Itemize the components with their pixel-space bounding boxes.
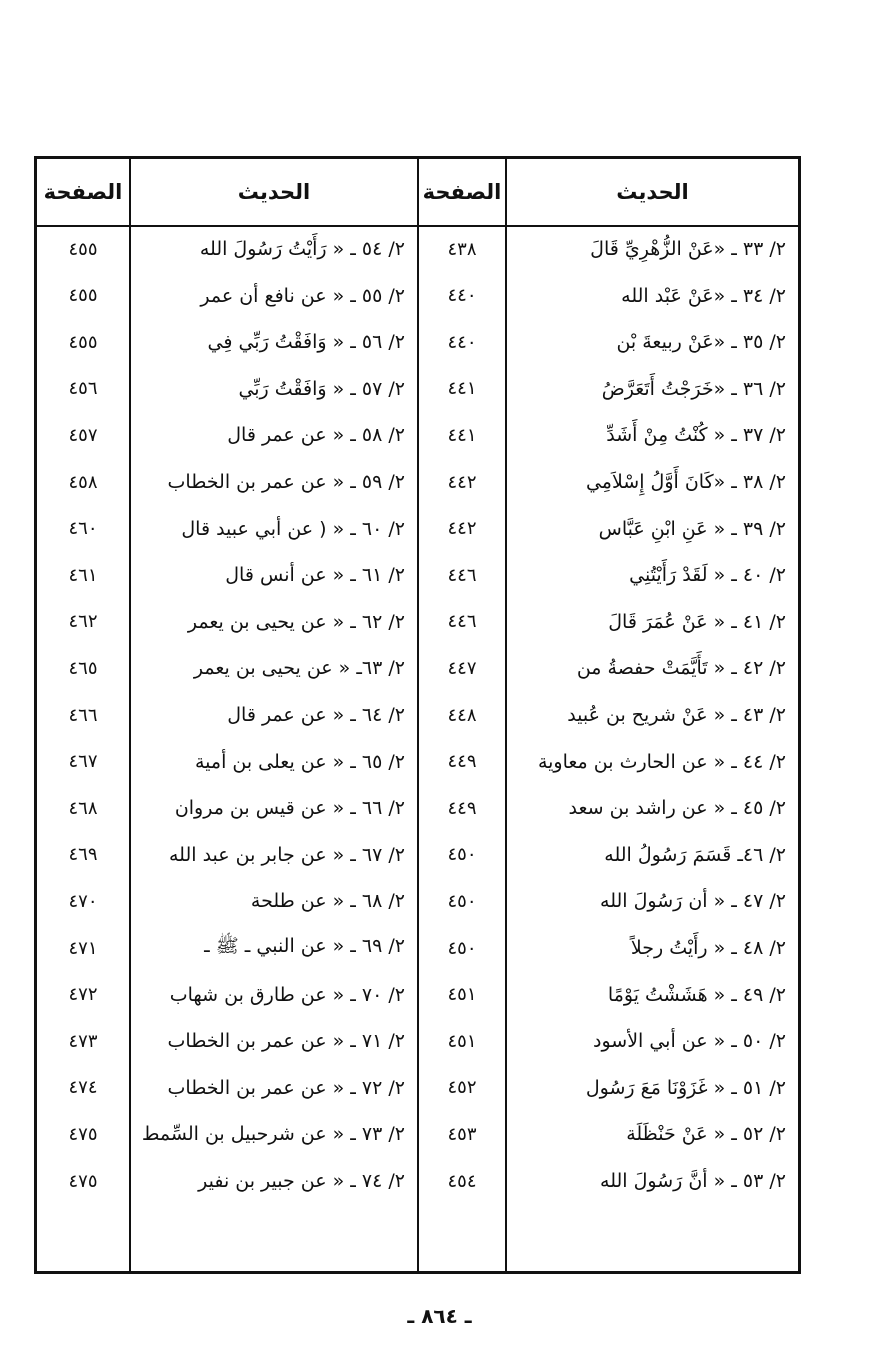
hadith-entry-right: ٢/ ٣٥ ـ «عَنْ ربيعةَ بْن [616, 331, 786, 354]
page-ref-right: ٤٤٩ [447, 797, 477, 819]
hadith-entry-left: ٢/ ٦٣ـ « عن يحيى بن يعمر [193, 657, 405, 680]
page-ref-right: ٤٥٢ [447, 1077, 477, 1099]
hadith-entry-right: ٢/ ٣٦ ـ «خَرَجْتُ أَتَعَرَّضُ [601, 377, 786, 400]
hadith-entry-left: ٢/ ٧٣ ـ « عن شرحبيل بن السِّمط [141, 1123, 405, 1146]
hadith-entry-right: ٢/ ٤٠ ـ « لَقَدْ رَأَيْتُنِي [629, 564, 786, 587]
hadith-entry-left: ٢/ ٥٧ ـ « وَافَقْتُ رَبِّي [238, 377, 405, 400]
table-row [37, 1158, 798, 1204]
hadith-entry-right: ٢/ ٤٩ ـ « هَشَشْتُ يَوْمًا [607, 983, 786, 1006]
table-row [37, 319, 798, 365]
page-ref-right: ٤٥٠ [447, 937, 477, 959]
hadith-entry-right: ٢/ ٤٣ ـ « عَنْ شريح بن عُبيد [567, 704, 786, 726]
page-ref-left: ٤٧١ [68, 937, 98, 959]
hadith-entry-right: ٢/ ٥٢ ـ « عَنْ حَنْظَلَة [626, 1123, 786, 1146]
page-ref-left: ٤٥٥ [68, 331, 98, 353]
page-ref-left: ٤٧٤ [68, 1077, 98, 1099]
page-ref-right: ٤٤٢ [447, 518, 477, 540]
table-row [37, 1065, 798, 1111]
page-ref-left: ٤٥٧ [68, 424, 98, 446]
page-ref-right: ٤٤١ [447, 424, 477, 446]
page-ref-right: ٤٤٢ [447, 471, 477, 493]
page-ref-right: ٤٤٨ [447, 704, 477, 726]
table-row [37, 645, 798, 691]
page-ref-right: ٤٤٠ [447, 331, 477, 353]
page-ref-left: ٤٥٥ [68, 285, 98, 307]
hadith-entry-left: ٢/ ٦٦ ـ « عن قيس بن مروان [174, 797, 405, 820]
page-ref-right: ٤٤٦ [447, 611, 477, 633]
hadith-entry-left: ٢/ ٦٠ ـ « ( عن أبي عبيد قال [181, 517, 405, 540]
page-ref-left: ٤٦٢ [68, 611, 98, 633]
table-row [37, 972, 798, 1018]
table-row [37, 739, 798, 785]
page-ref-right: ٤٥٠ [447, 890, 477, 912]
hadith-entry-right: ٢/ ٤٢ ـ « تَأَيَّمَتْ حفصةُ من [576, 657, 786, 680]
page-ref-right: ٤٤٧ [447, 657, 477, 679]
hadith-entry-right: ٢/ ٥٠ ـ « عن أبي الأسود [593, 1030, 786, 1053]
hadith-entry-left: ٢/ ٦٥ ـ « عن يعلى بن أمية [194, 750, 405, 773]
hadith-entry-left: ٢/ ٦٢ ـ « عن يحيى بن يعمر [187, 610, 405, 633]
page-ref-left: ٤٦٨ [68, 797, 98, 819]
hadith-entry-left: ٢/ ٧٠ ـ « عن طارق بن شهاب [169, 983, 405, 1006]
page-ref-right: ٤٥٣ [447, 1123, 477, 1145]
hadith-entry-right: ٢/ ٤١ ـ « عَنْ عُمَرَ قَالَ [608, 610, 786, 633]
page-ref-left: ٤٦٥ [68, 657, 98, 679]
hadith-entry-right: ٢/ ٥١ ـ « غَزَوْنَا مَعَ رَسُول [585, 1076, 786, 1099]
page-ref-left: ٤٦٩ [68, 844, 98, 866]
table-row [37, 412, 798, 458]
page-ref-right: ٤٥١ [447, 1030, 477, 1052]
hadith-entry-right: ٢/ ٤٤ ـ « عن الحارث بن معاوية [537, 750, 786, 773]
page-ref-right: ٤٤٦ [447, 564, 477, 586]
table-row [37, 785, 798, 831]
table-row [37, 925, 798, 971]
header-hadith-left: الحديث [237, 180, 311, 204]
table-row [37, 366, 798, 412]
hadith-entry-left: ٢/ ٦٤ ـ « عن عمر قال [227, 704, 405, 726]
page-ref-right: ٤٤٩ [447, 751, 477, 773]
header-hadith-right: الحديث [616, 180, 689, 204]
page-ref-left: ٤٥٦ [68, 378, 98, 400]
hadith-entry-right: ٢/ ٤٦ـ قَسَمَ رَسُولُ الله [604, 843, 786, 866]
index-table [34, 156, 801, 1274]
hadith-entry-left: ٢/ ٦١ ـ « عن أنس قال [225, 564, 405, 587]
page-ref-left: ٤٧٥ [68, 1170, 98, 1192]
table-row [37, 1018, 798, 1064]
hadith-entry-right: ٢/ ٣٩ ـ « عَنِ ابْنِ عَبَّاس [598, 517, 786, 540]
page-ref-right: ٤٥٤ [447, 1170, 477, 1192]
page-ref-right: ٤٤١ [447, 378, 477, 400]
page-ref-left: ٤٧٢ [68, 984, 98, 1006]
hadith-entry-right: ٢/ ٣٨ ـ «كَانَ أَوَّلُ إِسْلاَمِي [585, 471, 786, 493]
page-ref-left: ٤٧٥ [68, 1123, 98, 1145]
hadith-entry-left: ٢/ ٦٧ ـ « عن جابر بن عبد الله [168, 843, 405, 866]
hadith-entry-right: ٢/ ٣٤ ـ «عَنْ عَبْد الله [621, 284, 786, 307]
page-number: ـ ٨٦٤ ـ [407, 1304, 472, 1328]
table-row [37, 273, 798, 319]
table-row [37, 599, 798, 645]
hadith-entry-right: ٢/ ٤٨ ـ « رأَيْتُ رجلاً [630, 937, 786, 959]
hadith-entry-left: ٢/ ٦٨ ـ « عن طلحة [250, 890, 405, 913]
hadith-entry-left: ٢/ ٦٩ ـ « عن النبي ـ ﷺ ـ [204, 935, 405, 957]
table-row [37, 459, 798, 505]
hadith-entry-left: ٢/ ٥٩ ـ « عن عمر بن الخطاب [167, 471, 405, 493]
hadith-entry-left: ٢/ ٥٦ ـ « وَافَقْتُ رَبِّي فِي [207, 331, 405, 354]
table-row [37, 878, 798, 924]
page-ref-right: ٤٥١ [447, 984, 477, 1006]
hadith-entry-right: ٢/ ٤٧ ـ « أن رَسُولَ الله [600, 890, 786, 913]
hadith-entry-left: ٢/ ٥٨ ـ « عن عمر قال [227, 424, 405, 447]
table-row [37, 506, 798, 552]
page-ref-left: ٤٥٨ [68, 471, 98, 493]
table-row [37, 226, 798, 272]
page-ref-left: ٤٦٧ [68, 751, 98, 773]
hadith-entry-left: ٢/ ٧١ ـ « عن عمر بن الخطاب [167, 1030, 405, 1053]
page-ref-left: ٤٧٠ [68, 890, 98, 912]
header-page-left: الصفحة [43, 180, 123, 204]
hadith-entry-left: ٢/ ٧٢ ـ « عن عمر بن الخطاب [167, 1076, 405, 1099]
hadith-entry-right: ٢/ ٤٥ ـ « عن راشد بن سعد [568, 797, 786, 820]
header-page-right: الصفحة [422, 180, 502, 204]
table-row [37, 552, 798, 598]
page-ref-left: ٤٦١ [68, 564, 98, 586]
page-ref-left: ٤٦٦ [68, 704, 98, 726]
hadith-entry-right: ٢/ ٣٣ ـ «عَنْ الزُّهْرِيِّ قَالَ [590, 238, 786, 260]
hadith-entry-left: ٢/ ٧٤ ـ « عن جبير بن نفير [198, 1170, 405, 1192]
hadith-entry-left: ٢/ ٥٤ ـ « رَأَيْتُ رَسُولَ الله [199, 238, 405, 260]
page-ref-right: ٤٤٠ [447, 285, 477, 307]
hadith-entry-right: ٢/ ٣٧ ـ « كُنْتُ مِنْ أَشَدِّ [606, 424, 786, 447]
page-ref-right: ٤٣٨ [447, 238, 477, 260]
page-ref-left: ٤٦٠ [68, 518, 98, 540]
page-ref-right: ٤٥٠ [447, 844, 477, 866]
hadith-entry-left: ٢/ ٥٥ ـ « عن نافع أن عمر [200, 284, 405, 307]
table-row [37, 692, 798, 738]
page-ref-left: ٤٥٥ [68, 238, 98, 260]
page-ref-left: ٤٧٣ [68, 1030, 98, 1052]
hadith-entry-right: ٢/ ٥٣ ـ « أنَّ رَسُولَ الله [600, 1170, 786, 1192]
table-row [37, 1111, 798, 1157]
table-row [37, 832, 798, 878]
